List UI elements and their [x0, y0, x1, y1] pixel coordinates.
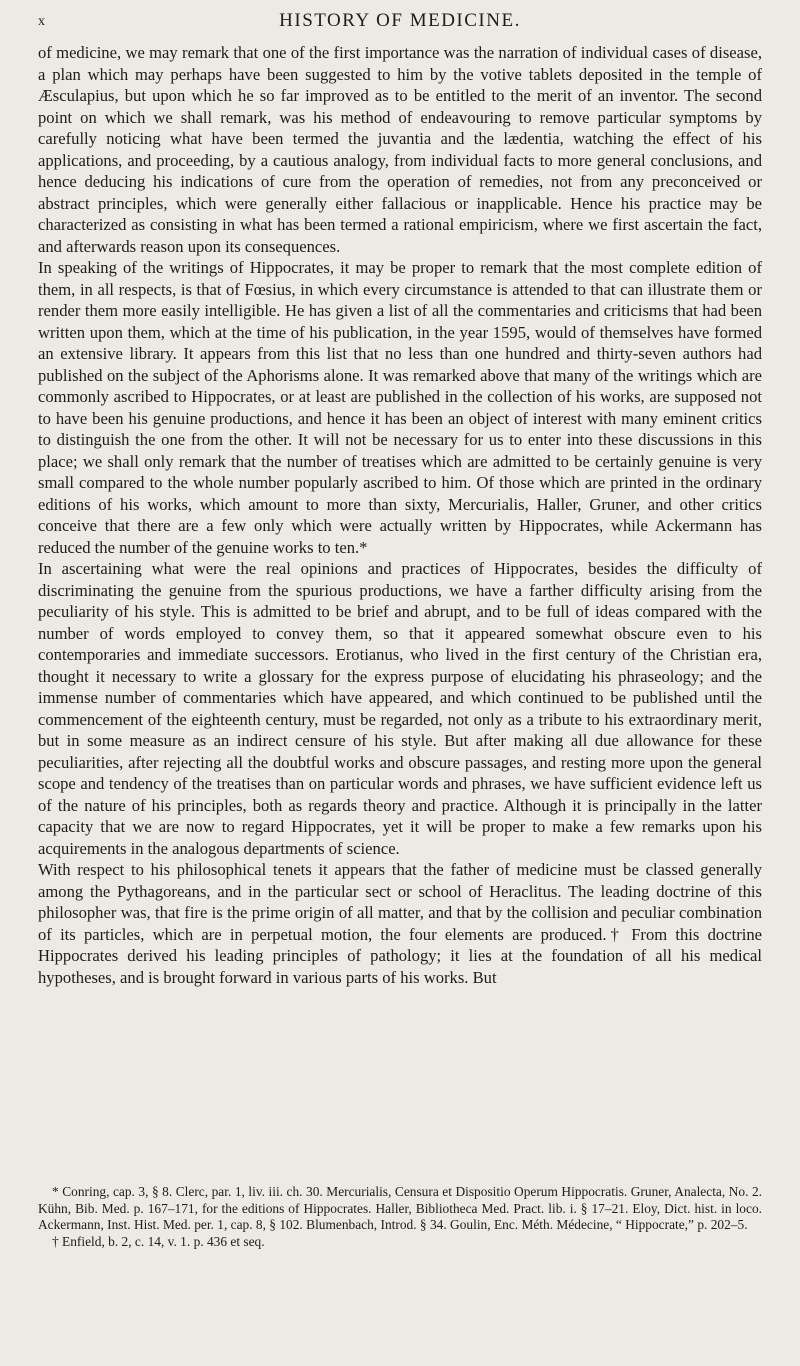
- main-text: [38, 42, 762, 988]
- paragraph: With respect to his philosophical tenets it appears that the father of medicine must be classed generally among the Pythagoreans, and in the particular sect or school of Heraclitus. The leading doctrine of this philosopher was, that fire is the prime origin of all matter, and that by the collision and peculiar combination of its particles, which are in perpetual motion, the four elements are produced.† From this doctrine Hippocrates derived his leading principles of pathology; it lies at the foundation of all his medical hypotheses, and is brought forward in various parts of his works. But: [38, 860, 762, 987]
- paragraph: of medicine, we may remark that one of the first importance was the narration of individual cases of disease, a plan which may perhaps have been suggested to him by the votive tablets deposited in the temple of Æsculapius, but upon which he so far improved as to be entitled to the merit of an inventor. The second point on which we shall remark, was his method of endeavouring to remove particular symptoms by carefully noticing what have been termed the juvantia and the lædentia, watching the effect of his applications, and proceeding, by a cautious analogy, from individual facts to more general conclusions, and hence deducing his indications of cure from the operation of remedies, not from any preconceived or abstract principles, which were generally either fallacious or inapplicable. Hence his practice may be characterized as consisting in what has been termed a rational empiricism, where we first ascertain the fact, and afterwards reason upon its consequences.: [38, 43, 762, 256]
- page-number: x: [38, 14, 46, 29]
- paragraph: In ascertaining what were the real opinions and practices of Hippocrates, besides the difficulty of discriminating the genuine from the spurious productions, we have a farther difficulty arising from the peculiarity of his style. This is admitted to be brief and abrupt, and to be full of ideas compared with the number of words employed to convey them, so that it appeared somewhat obscure even to his contemporaries and immediate successors. Erotianus, who lived in the first century of the Christian era, thought it necessary to write a glossary for the express purpose of elucidating his phraseology; and the immense number of commentaries which have appeared, and which continued to be published until the commencement of the eighteenth century, must be regarded, not only as a tribute to his extraordinary merit, but in some measure as an indirect censure of his style. But after making all due allowance for these peculiarities, after rejecting all the doubtful works and obscure passages, and resting more upon the general scope and tendency of the treatises than on particular words and phrases, we have sufficient evidence left us of the nature of his principles, both as regards theory and practice. Although it is principally in the latter capacity that we are now to regard Hippocrates, yet it will be proper to make a few remarks upon his acquirements in the analogous departments of science.: [38, 559, 762, 858]
- footnotes: [38, 1184, 762, 1250]
- page-header: [38, 8, 762, 38]
- footnote: * Conring, cap. 3, § 8. Clerc, par. 1, liv. iii. ch. 30. Mercurialis, Censura et Dispositio Operum Hippocratis. Gruner, Analecta, No. 2. Kühn, Bib. Med. p. 167–171, for the editions of Hippocrates. Haller, Bibliotheca Med. Pract. lib. i. § 17–21. Eloy, Dict. hist. in loco. Ackermann, Inst. Hist. Med. per. 1, cap. 8, § 102. Blumenbach, Introd. § 34. Goulin, Enc. Méth. Médecine, “ Hippocrate,” p. 202–5.: [38, 1184, 762, 1232]
- running-title: HISTORY OF MEDICINE.: [279, 10, 521, 31]
- paragraph: In speaking of the writings of Hippocrates, it may be proper to remark that the most complete edition of them, in all respects, is that of Fœsius, in which every circumstance is attended to that can illustrate them or render them more easily intelligible. He has given a list of all the commentaries and criticisms that had been written upon them, which at the time of his publication, in the year 1595, would of themselves have formed an extensive library. It appears from this list that no less than one hundred and thirty-seven authors had published on the subject of the Aphorisms alone. It was remarked above that many of the writings which are commonly ascribed to Hippocrates, or at least are published in the collection of his works, are supposed not to have been his genuine productions, and hence it has been an object of interest with many eminent critics to distinguish the one from the other. It will not be necessary for us to enter into these discussions in this place; we shall only remark that the number of treatises which are admitted to be certainly genuine is very small compared to the whole number popularly ascribed to him. Of those which are printed in the ordinary editions of his works, which amount to more than sixty, Mercurialis, Haller, Gruner, and other critics conceive that there are a few only which were actually written by Hippocrates, while Ackermann has reduced the number of the genuine works to ten.*: [38, 258, 762, 557]
- footnote: † Enfield, b. 2, c. 14, v. 1. p. 436 et seq.: [52, 1233, 265, 1249]
